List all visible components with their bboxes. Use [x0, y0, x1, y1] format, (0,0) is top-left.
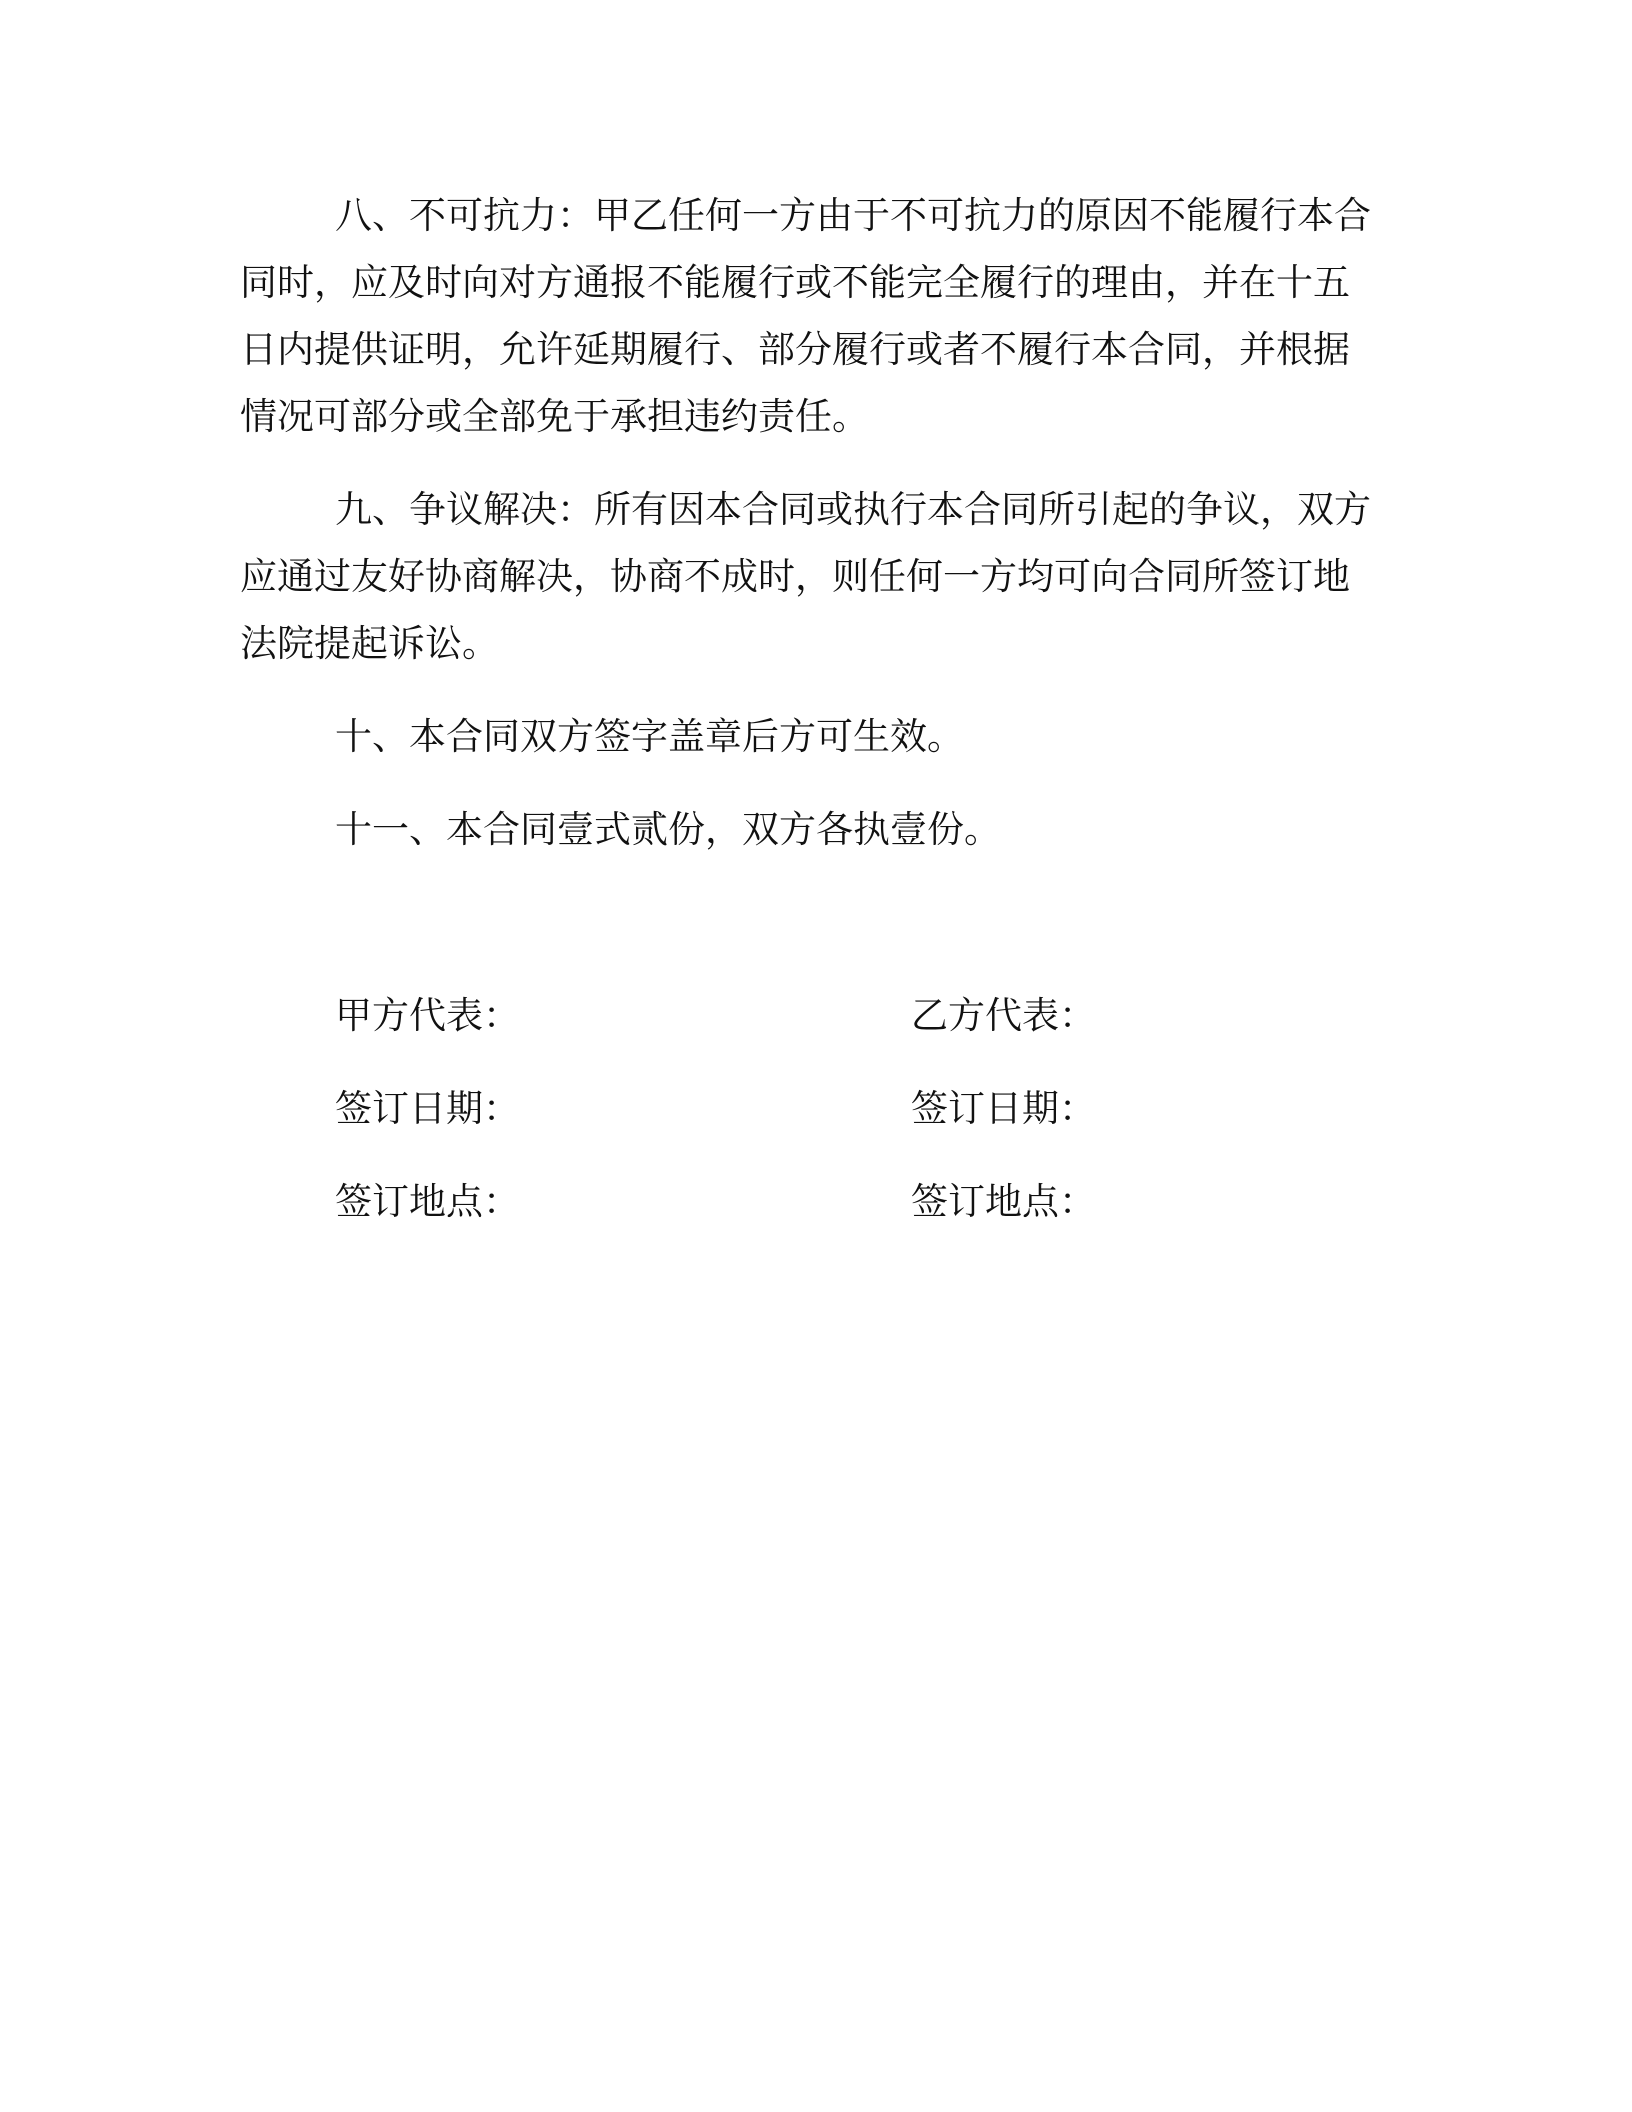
clause-9-line-3: 法院提起诉讼。 — [240, 622, 499, 665]
party-a-representative-label: 甲方代表： — [335, 994, 520, 1037]
clause-8-line-4: 情况可部分或全部免于承担违约责任。 — [240, 395, 869, 438]
clause-8-line-1: 八、不可抗力：甲乙任何一方由于不可抗力的原因不能履行本合 — [335, 194, 1371, 237]
clause-8-line-3: 日内提供证明，允许延期履行、部分履行或者不履行本合同，并根据 — [240, 328, 1350, 371]
party-b-place-label: 签订地点： — [911, 1180, 1096, 1223]
clause-11-line-1: 十一、本合同壹式贰份，双方各执壹份。 — [335, 808, 1001, 851]
party-b-date-label: 签订日期： — [911, 1087, 1096, 1130]
party-a-date-label: 签订日期： — [335, 1087, 520, 1130]
clause-9-line-2: 应通过友好协商解决，协商不成时，则任何一方均可向合同所签订地 — [240, 555, 1350, 598]
clause-9-line-1: 九、争议解决：所有因本合同或执行本合同所引起的争议，双方 — [335, 488, 1371, 531]
clause-10-line-1: 十、本合同双方签字盖章后方可生效。 — [335, 715, 964, 758]
party-a-place-label: 签订地点： — [335, 1180, 520, 1223]
party-b-representative-label: 乙方代表： — [911, 994, 1096, 1037]
clause-8-line-2: 同时，应及时向对方通报不能履行或不能完全履行的理由，并在十五 — [240, 261, 1350, 304]
